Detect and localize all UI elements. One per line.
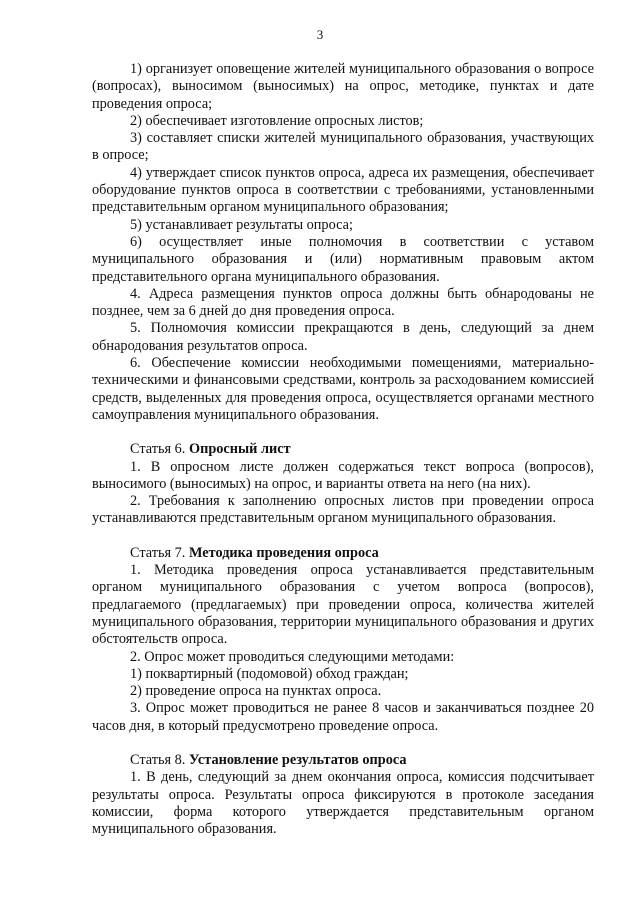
section-gap	[92, 528, 594, 545]
paragraph: 5. Полномочия комиссии прекращаются в день, следующий за днем обнародования результатов опроса.	[92, 320, 594, 354]
article-6-heading	[92, 441, 594, 458]
page-number: 3	[316, 27, 324, 42]
article-title: Установление результатов опроса	[188, 751, 407, 768]
paragraph: 1) организует оповещение жителей муниципального образования о вопросе (вопросах), выносимом (выносимых) на опрос, методике, пунктах и дате проведения опроса;	[92, 61, 594, 112]
paragraph: 4) утверждает список пунктов опроса, адреса их размещения, обеспечивает оборудование пунктов опроса в соответствии с требованиями, установленными представительным органом муниципального образования;	[92, 164, 594, 216]
article-number: Статья 7.	[130, 544, 186, 561]
paragraph: 6) осуществляет иные полномочия в соответствии с уставом муниципального образования и (или) нормативным правовым актом представительного органа муниципального образования.	[92, 233, 594, 285]
article-number: Статья 6.	[130, 441, 186, 458]
paragraph: 6. Обеспечение комиссии необходимыми помещениями, материально-техническими и финансовыми средствами, контроль за расходованием комиссией средств, выделенных для проведения опроса, осуществляется органами местного самоуправления муниципального образования.	[92, 355, 594, 423]
paragraph: 2) обеспечивает изготовление опросных листов;	[130, 112, 424, 129]
paragraph: 2. Требования к заполнению опросных листов при проведении опроса устанавливаются представительным органом муниципального образования.	[92, 493, 594, 527]
section-gap	[92, 424, 594, 441]
article-8-heading	[92, 752, 594, 769]
paragraph: 1. В день, следующий за днем окончания опроса, комиссия подсчитывает результаты опроса. Результаты опроса фиксируются в протоколе заседания комиссии, форма которого утверждается представительным органом муниципального образования.	[92, 769, 594, 838]
paragraph: 2. Опрос может проводиться следующими методами:	[130, 648, 455, 665]
paragraph: 4. Адреса размещения пунктов опроса должны быть обнародованы не позднее, чем за 6 дней до дня проведения опроса.	[92, 285, 594, 320]
paragraph: 2) проведение опроса на пунктах опроса.	[130, 683, 382, 700]
paragraph: 5) устанавливает результаты опроса;	[130, 216, 353, 233]
section-gap	[92, 735, 594, 752]
article-number: Статья 8.	[130, 751, 186, 768]
paragraph: 3. Опрос может проводиться не ранее 8 часов и заканчиваться позднее 20 часов дня, в который предусмотрено проведение опроса.	[92, 700, 594, 734]
article-7-heading	[92, 545, 594, 562]
paragraph: 1. В опросном листе должен содержаться текст вопроса (вопросов), выносимого (выносимых) на опрос, и варианты ответа на него (на них).	[92, 458, 594, 492]
paragraph: 1. Методика проведения опроса устанавливается представительным органом муниципального образования с учетом вопроса (вопросов), предлагаемого (предлагаемых) при проведении опроса, количества жителей муниципального образования, территории муниципального образования и других обстоятельств опроса.	[92, 562, 594, 648]
article-title: Опросный лист	[188, 441, 291, 458]
article-title: Методика проведения опроса	[188, 544, 379, 561]
paragraph: 3) составляет списки жителей муниципального образования, участвующих в опросе;	[92, 130, 594, 164]
paragraph: 1) поквартирный (подомовой) обход граждан;	[130, 665, 409, 682]
document-body	[92, 61, 594, 838]
